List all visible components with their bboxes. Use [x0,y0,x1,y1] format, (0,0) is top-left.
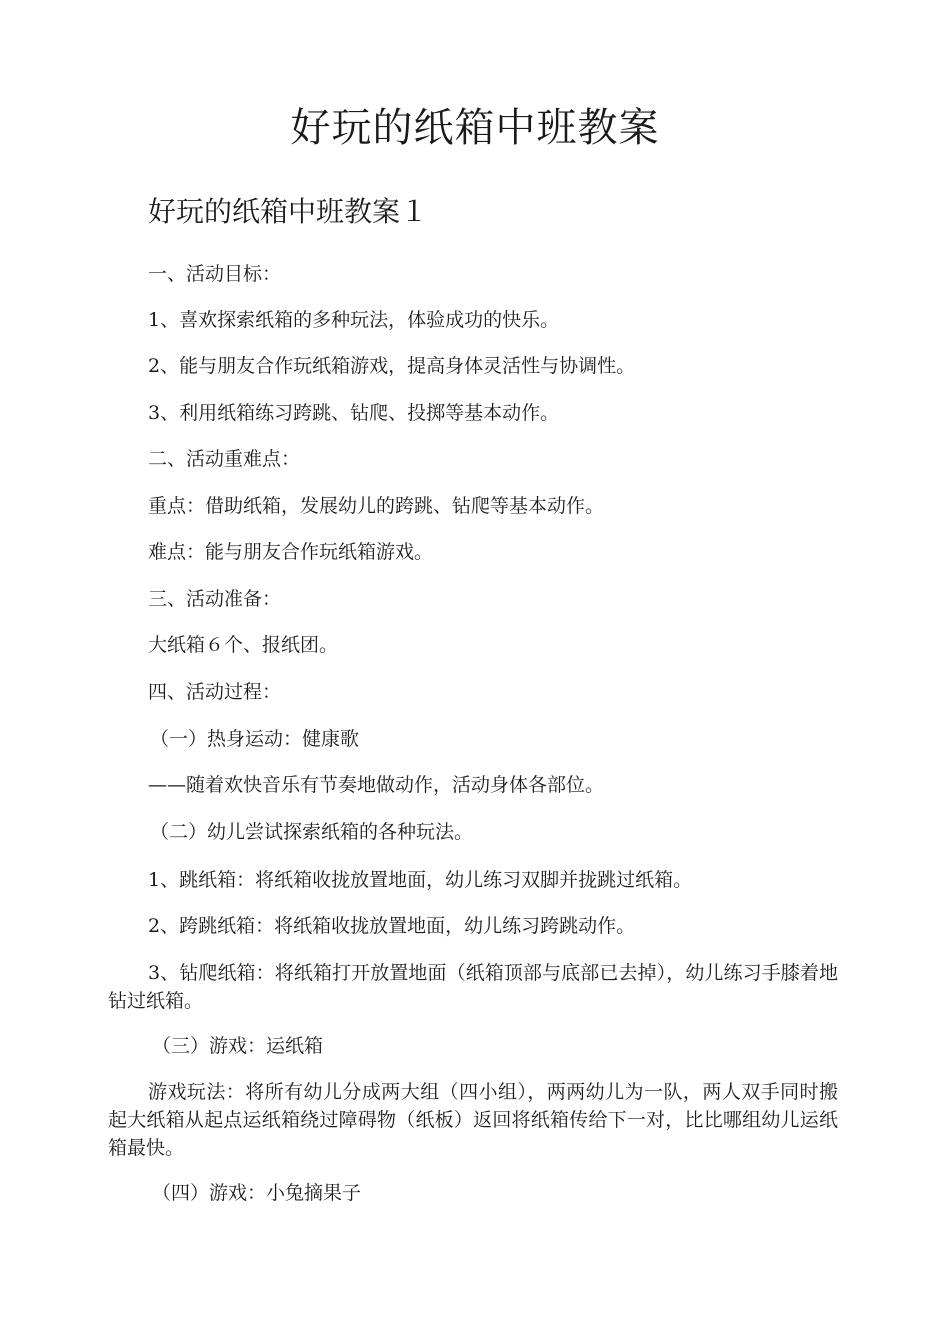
paragraph-game-rules: 游戏玩法：将所有幼儿分成两大组（四小组），两两幼儿为一队，两人双手同时搬起大纸箱从起点运纸箱绕过障碍物（纸板）返回将纸箱传给下一对，比比哪组幼儿运纸箱最快。 [108,1081,838,1159]
paragraph-prep-heading: 三、活动准备： [148,588,282,610]
paragraph-explore-2: 2、跨跳纸箱：将纸箱收拢放置地面，幼儿练习跨跳动作。 [148,915,636,937]
section-heading: 好玩的纸箱中班教案１ [148,195,429,228]
paragraph-warmup: （一）热身运动：健康歌 [150,728,360,750]
paragraph-goals-heading: 一、活动目标： [148,263,282,285]
paragraph-explore-1: 1、跳纸箱：将纸箱收拢放置地面，幼儿练习双脚并拢跳过纸箱。 [148,869,693,891]
paragraph-game-heading: （三）游戏：运纸箱 [152,1035,324,1057]
paragraph-explore-3: 3、钻爬纸箱：将纸箱打开放置地面（纸箱顶部与底部已去掉），幼儿练习手膝着地钻过纸箱。 [108,962,838,1012]
paragraph-key-points-heading: 二、活动重难点： [148,448,301,470]
paragraph-process-heading: 四、活动过程： [148,681,282,703]
paragraph-prep: 大纸箱６个、报纸团。 [148,634,339,656]
paragraph-game-2-heading: （四）游戏：小兔摘果子 [152,1182,362,1204]
paragraph-explore: （二）幼儿尝试探索纸箱的各种玩法。 [150,821,474,843]
document-title: 好玩的纸箱中班教案 [290,105,660,151]
paragraph-goal-2: 2、能与朋友合作玩纸箱游戏，提高身体灵活性与协调性。 [148,355,636,377]
paragraph-warmup-detail: ——随着欢快音乐有节奏地做动作，活动身体各部位。 [148,774,605,796]
paragraph-goal-3: 3、利用纸箱练习跨跳、钻爬、投掷等基本动作。 [148,402,560,424]
paragraph-difficulty: 难点：能与朋友合作玩纸箱游戏。 [148,541,434,563]
paragraph-key-point: 重点：借助纸箱，发展幼儿的跨跳、钻爬等基本动作。 [148,495,605,517]
paragraph-goal-1: 1、喜欢探索纸箱的多种玩法，体验成功的快乐。 [148,309,560,331]
